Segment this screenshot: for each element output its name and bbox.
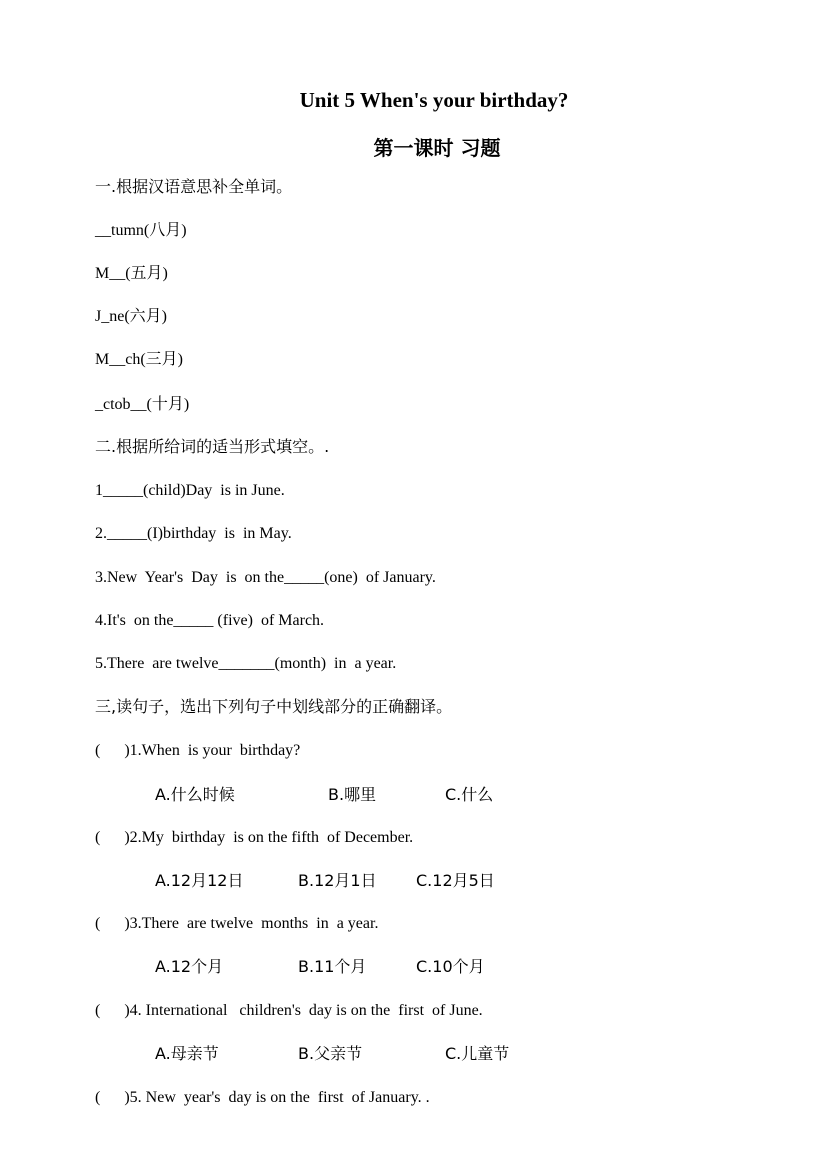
question-5: ( )5. New year's day is on the first of January. . (95, 1089, 430, 1106)
question-3-option-b: B.11个月 (298, 957, 367, 976)
section-1-heading: 一.根据汉语意思补全单词。 (95, 177, 293, 196)
word-item-4: M__ch(三月) (95, 351, 183, 368)
question-3: ( )3.There are twelve months in a year. (95, 915, 379, 932)
question-1: ( )1.When is your birthday? (95, 742, 301, 759)
word-item-1: __tumn(八月) (95, 222, 187, 239)
question-4-option-c: C.儿童节 (445, 1044, 510, 1063)
question-4-option-a: A.母亲节 (155, 1044, 219, 1063)
fill-item-5: 5.There are twelve_______(month) in a year. (95, 655, 397, 672)
question-2-option-b: B.12月1日 (298, 871, 377, 890)
question-4: ( )4. International children's day is on the first of June. (95, 1002, 483, 1019)
fill-item-2: 2._____(I)birthday is in May. (95, 525, 292, 542)
question-3-option-a: A.12个月 (155, 957, 224, 976)
question-2: ( )2.My birthday is on the fifth of December. (95, 829, 414, 846)
fill-item-1: 1_____(child)Day is in June. (95, 482, 285, 499)
word-item-5: _ctob__(十月) (95, 396, 190, 413)
word-item-2: M__(五月) (95, 265, 168, 282)
fill-item-4: 4.It's on the_____ (five) of March. (95, 612, 325, 629)
question-1-option-b: B.哪里 (328, 785, 377, 804)
question-2-option-a: A.12月12日 (155, 871, 244, 890)
section-3-heading: 三,读句子，选出下列句子中划线部分的正确翻译。 (95, 697, 453, 716)
page-subtitle: 第一课时 习题 (373, 136, 501, 160)
section-2-heading: 二.根据所给词的适当形式填空。. (95, 437, 330, 456)
word-item-3: J_ne(六月) (95, 308, 167, 325)
fill-item-3: 3.New Year's Day is on the_____(one) of January. (95, 569, 436, 586)
page-title: Unit 5 When's your birthday? (299, 88, 569, 112)
question-2-option-c: C.12月5日 (416, 871, 495, 890)
question-1-option-a: A.什么时候 (155, 785, 235, 804)
question-3-option-c: C.10个月 (416, 957, 485, 976)
question-1-option-c: C.什么 (445, 785, 494, 804)
question-4-option-b: B.父亲节 (298, 1044, 363, 1063)
